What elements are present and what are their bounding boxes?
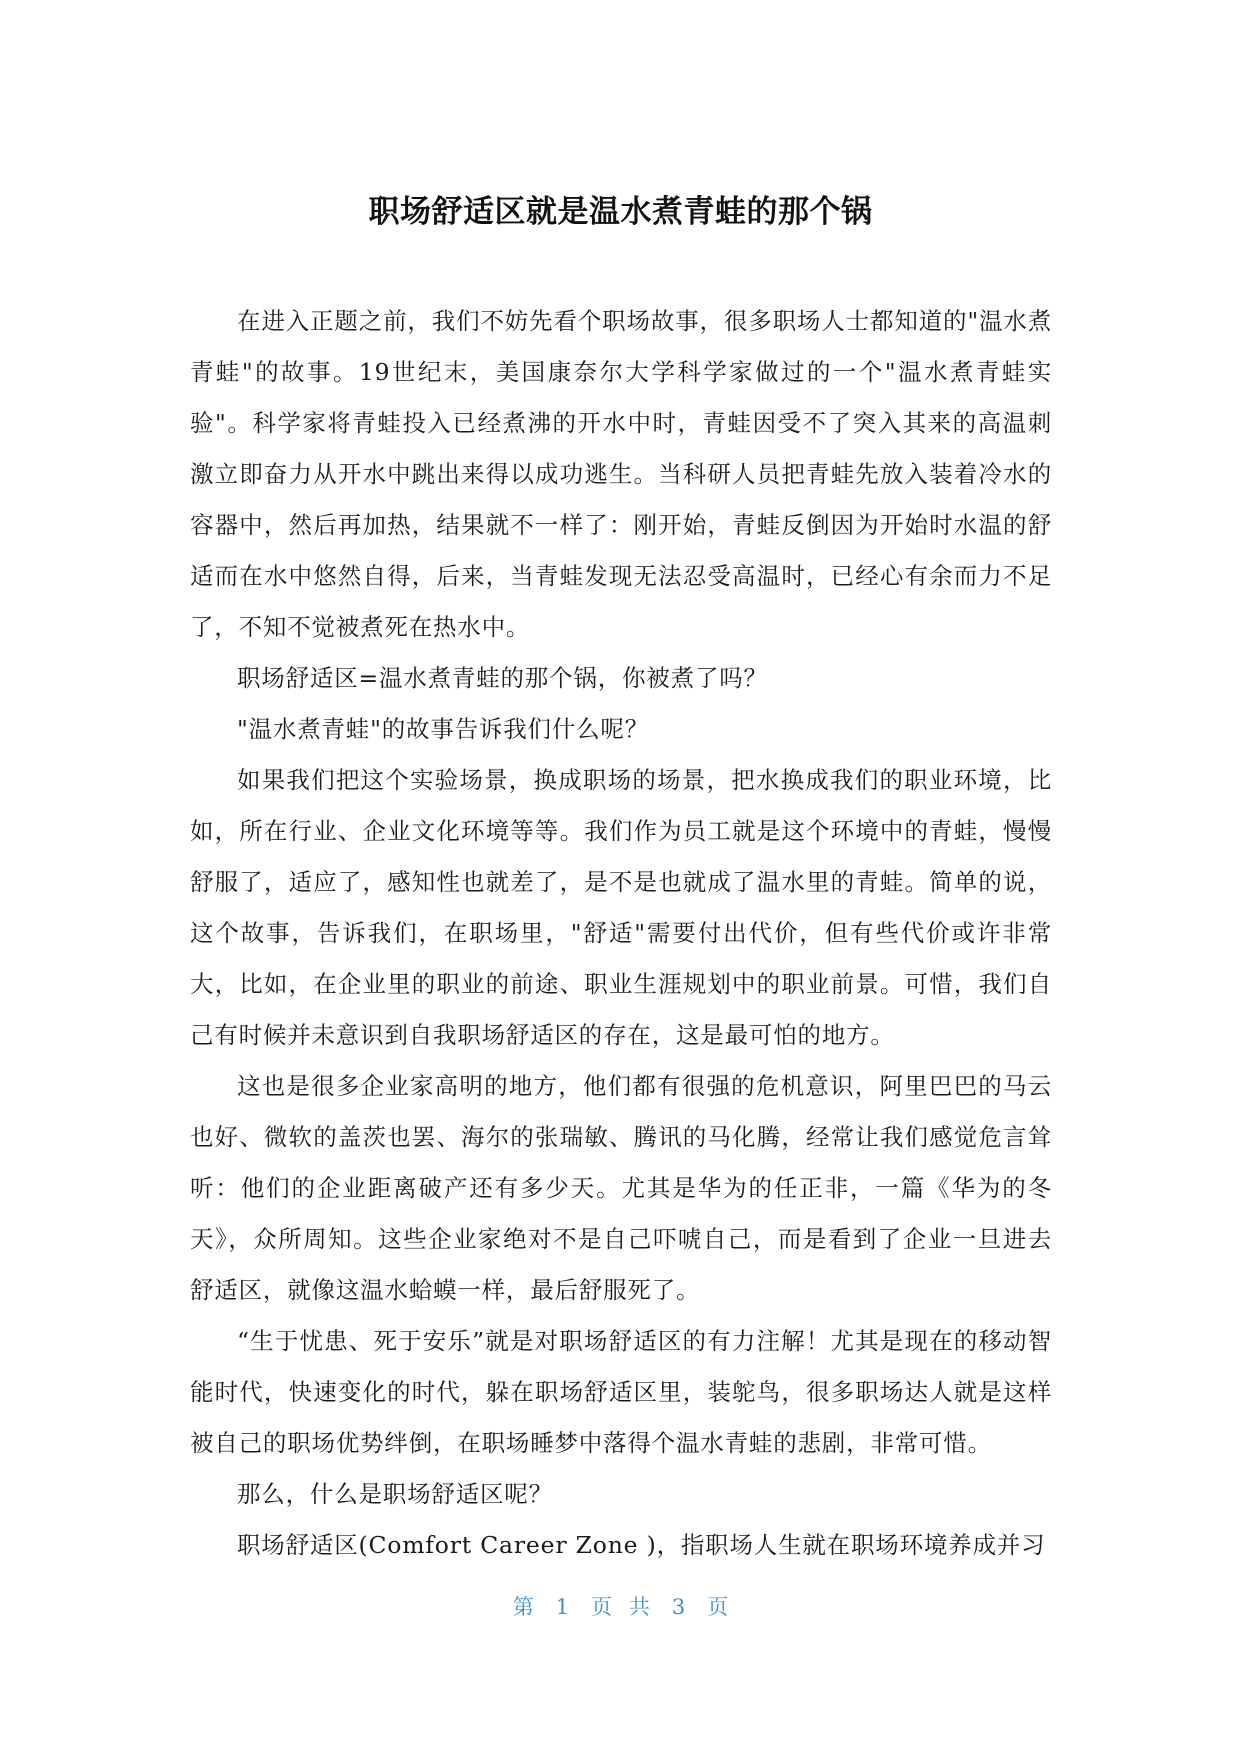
footer-total-pages: 3	[671, 1595, 686, 1619]
paragraph-definition-question: 那么，什么是职场舒适区呢？	[237, 1480, 553, 1508]
footer-of-label: 页 共	[591, 1595, 650, 1619]
footer-pages-label: 页	[707, 1595, 729, 1619]
footer-page-label: 第	[512, 1595, 534, 1619]
paragraph-adversity-quote: “生于忧患、死于安乐”就是对职场舒适区的有力注解！尤其是现在的移动智能时代，快速变化的时代，躲在职场舒适区里，装鸵鸟，很多职场达人就是这样被自己的职场优势绊倒，在职场睡梦中落得个温水青蛙的悲剧，非常可惜。	[190, 1327, 1052, 1457]
paragraph-workplace-analogy: 如果我们把这个实验场景，换成职场的场景，把水换成我们的职业环境，比如，所在行业、企业文化环境等等。我们作为员工就是这个环境中的青蛙，慢慢舒服了，适应了，感知性也就差了，是不是也就成了温水里的青蛙。简单的说，这个故事，告诉我们，在职场里，"舒适"需要付出代价，但有些代价或许非常大，比如，在企业里的职业的前途、职业生涯规划中的职业前景。可惜，我们自己有时候并未意识到自我职场舒适区的存在，这是最可怕的地方。	[190, 766, 1052, 1049]
page-footer	[0, 1592, 1241, 1622]
paragraph-story-meaning: "温水煮青蛙"的故事告诉我们什么呢？	[237, 715, 650, 743]
footer-current-page: 1	[555, 1595, 570, 1619]
document-title: 职场舒适区就是温水煮青蛙的那个锅	[368, 194, 873, 230]
document-body	[190, 296, 1052, 1571]
paragraph-frog-story: 在进入正题之前，我们不妨先看个职场故事，很多职场人士都知道的"温水煮青蛙"的故事。19世纪末，美国康奈尔大学科学家做过的一个"温水煮青蛙实验"。科学家将青蛙投入已经煮沸的开水中时，青蛙因受不了突入其来的高温刺激立即奋力从开水中跳出来得以成功逃生。当科研人员把青蛙先放入装着冷水的容器中，然后再加热，结果就不一样了：刚开始，青蛙反倒因为开始时水温的舒适而在水中悠然自得，后来，当青蛙发现无法忍受高温时，已经心有余而力不足了，不知不觉被煮死在热水中。	[190, 307, 1052, 641]
paragraph-definition: 职场舒适区(Comfort Career Zone )，指职场人生就在职场环境养成并习	[237, 1531, 1046, 1559]
paragraph-entrepreneurs: 这也是很多企业家高明的地方，他们都有很强的危机意识，阿里巴巴的马云也好、微软的盖茨也罢、海尔的张瑞敏、腾讯的马化腾，经常让我们感觉危言耸听：他们的企业距离破产还有多少天。尤其是华为的任正非，一篇《华为的冬天》，众所周知。这些企业家绝对不是自己吓唬自己，而是看到了企业一旦进去舒适区，就像这温水蛤蟆一样，最后舒服死了。	[190, 1072, 1052, 1304]
paragraph-comfort-zone-question: 职场舒适区=温水煮青蛙的那个锅，你被煮了吗？	[237, 664, 768, 692]
